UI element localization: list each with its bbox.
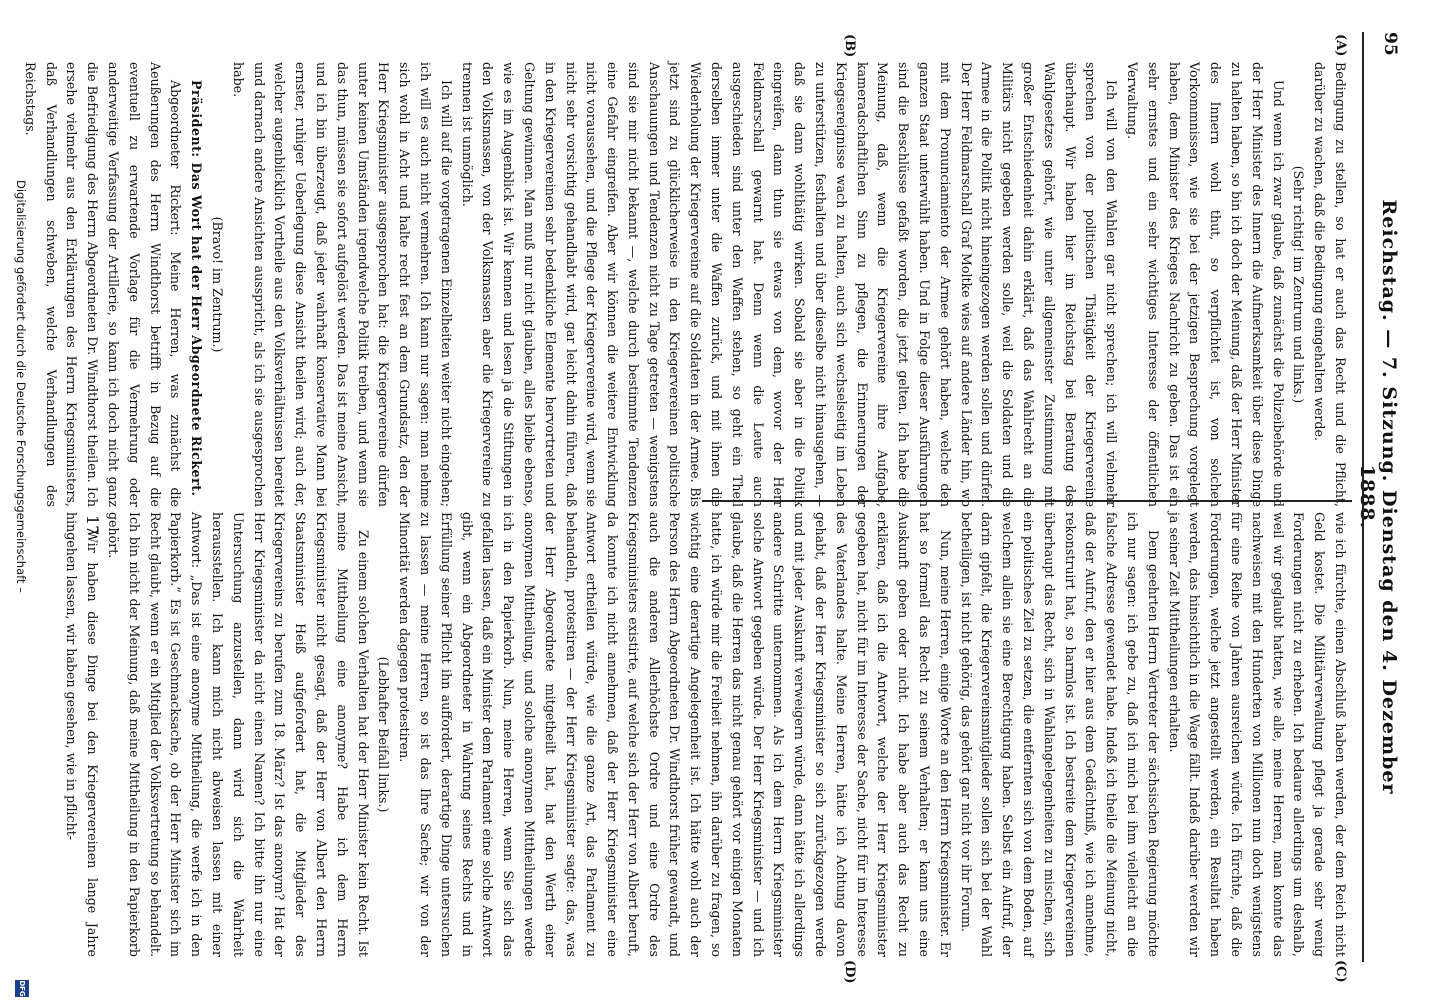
paragraph: Ich will auf die vorgetragenen Einzelheiten weiter nicht eingehen; ich will es auch nicht vermehren. Ich kann nur sagen: man nehme sich wohl in Acht und halte recht fest an dem Grundsatz, den der Herr Kriegsminister ausgesprochen hat: die Kriegervereine dürfen unter keinen Umständen irgendwelche Politik treiben, und wenn sie das thun, müssen sie sofort aufgelöst werden. Das ist meine Ansicht, und ich bin überzeugt, daß jeder wahrhaft konservative Mann bei ernster, ruhiger Ueberlegung diese Ansicht theilen wird; auch der, welcher augenblicklich Vortheile aus den Volksverhältnissen bereitet und darnach andere Ansichten ausspricht, als ich sie ausgesprochen habe. bbox=[230, 62, 454, 507]
paragraph: Wir haben diese Dinge bei den Kriegervereinen lange Jahre hingehen lassen, wir haben gesehen, wie in pflicht- bbox=[64, 512, 101, 957]
interjection: (Sehr richtig! im Zentrum und links.) bbox=[1291, 165, 1307, 404]
paragraph: Ich will von den Wahlen gar nicht sprechen; ich will vielmehr sprechen von der politischen Thätigkeit der Kriegervereine überhaupt. Wir haben hier im Reichstag bei Beratung des Wahlgesetzes gehört, wie unter allgemeinster Zustimmung mit großer Entschiedenheit dahin erklärt, daß das Wahlrecht an die Militärs nicht gegeben werden solle, weil die Soldaten und die Armee in die Politik nicht hineingezogen werden sollen und dürfen. Der Herr Feldmarschall Graf Moltke wies auf andere Länder hin, wo mit dem Pronunciamiento der Armee gehört haben, welche den ganzen Staat unterwühlt haben. Und in Folge dieser Ausführungen sind die Beschlüsse gefaßt worden, die jetzt gelten. Ich habe die Meinung, daß, wenn die Kriegervereine ihre Aufgabe, kameradschaftlichen Sinn zu pflegen, die Erinnerungen der Kriegsereignisse wach zu halten, auch sich wechselseitig im Leben zu unterstützen, festhalten und über dieselbe nicht hinausgehen, — daß sie dann wohlthätig wirken. Sobald sie aber in die Politik eingreifen, dann thun sie etwas von dem, wovor der Herr Feldmarschall gewarnt hat. Denn wenn die Leute auch ausgeschieden sind unter den Waffen stehen, so geht ein Theil derselben immer unter die Waffen zurück, und mit ihnen die Wiederholung der Kriegervereine auf die Soldaten in der Armee. Bis jetzt sind zu glücklicherweise in den Kriegervereinen politische Anschauungen und Tendenzen nicht zu Tage getreten — wenigstens sind sie mir nicht bekannt —, welche durch bestimmte Tendenzen eine Gefahr eingreifen. Aber wir können die weitere Entwicklung nicht voraussehen, und die Pflege der Kriegervereine wird, wenn sie nicht sehr vorsichtig gehandhabt wird, gar leicht dahin führen, daß in den Kriegervereinen sehr bedenkliche Elemente hervortreten und Geltung gewinnen. Man muß nur nicht glauben, alles bleibe ebenso, wie es im Augenblick ist. Wir kennen und lesen ja die Stiftungen in den Volksmassen, von der Volksmassen aber die Kriegervereine zu trennen ist unmöglich. bbox=[459, 62, 1120, 507]
paragraph: Nun, meine Herren, einige Worte an den Herrn Kriegsminister. Er hat so formell das Recht zu seinem Verhalten; er kann uns eine Auskunft geben oder nicht. Ich habe aber auch das Recht zu erklären, daß ich die Antwort, welche der Herr Kriegsminister gegeben hat, nicht für im Interesse der Sache, nicht für im Interesse des Vaterlandes halte. Meine Herren, hätte ich Achtung davon gehabt, daß der Herr Kriegsminister so sich zurückgezogen werde und mit jeder Auskunft verweigern würde, dann hätte ich allerdings andere Schritte unternommen. Als ich dem Herrn Kriegsminister solche Antwort gegeben würde. Der Herr Kriegsminister — und ich glaube, daß die Herren das nicht genau gehört vor einigen Monaten hatte, ich würde mir die Freiheit nehmen, ihn darüber zu fragen, so wichtig eine derartige Angelegenheit ist. Ich hätte wohl auch der Person des Herrn Abgeordneten Dr. Windthorst früher gewandt, und auch die anderen Allerhöchste Ordre und eine Ordre des Kriegsministers existirte, auf welche sich der Herr von Albert beruft, da konnte ich nicht annehmen, daß der Herr Kriegsminister eine Antwort ertheilen würde, wie die ganze Art, das Parlament zu behandeln, protestiren — der Herr Kriegsminister sagte: das, was der Herr Abgeordnete mitgetheilt hat, hat den Werth einer anonymen Mittheilung, und solche anonymen Mittheilungen werde ich in den Papierkorb. Nun, meine Herren, wenn Sie sich das gefallen lassen, daß ein Minister dem Parlament eine solche Antwort gibt, wenn ein Abgeordneter in Wahrung seines Rechts und in Erfüllung seiner Pflicht ihn auffordert, derartige Dinge untersuchen zu lassen — meine Herren, so ist das Ihre Sache; wir von der Minorität werden dagegen protestiren. bbox=[397, 512, 953, 957]
paragraph: Abgeordneter Rickert: Meine Herren, was zunächst die Aeußerungen des Herrn Windthorst betrifft in Bezug auf die eventuell zu erwartende Vorlage für die Vermehrung oder anderweitige Verfassung der Artillerie, so kann ich doch nicht ganz die Befriedigung des Herrn Abgeordneten Dr. Windthorst theilen. Ich ersehe vielmehr aus den Erklärungen des Herrn Kriegsministers, daß Verhandlungen schweben, welche Verhandlungen des Reichstags. bbox=[22, 62, 184, 507]
header-rule bbox=[1362, 32, 1364, 962]
interjection: (Lebhafter Beifall links.) bbox=[376, 656, 392, 813]
paragraph: wie ich fürchte, einen Abschluß haben werden, der dem Reich nicht Geld kostet. Die Militärverwaltung pflegt ja gerade sehr wenig Forderungen nicht zu erheben. Ich bedaure allerdings um deshalb, weil wir geglaubt hatten, wie alle, meine Herren, man konnte das nachweisen mit den Hunderten von Millionen nun doch wenigstens für eine Reihe von Jahren ausreichen würde. Ich fürchte, daß die Forderungen, welche jetzt angestellt werden, ein Resultat haben werden, das hinsichtlich in die Wage fällt. Indeß darüber werden wir ja seiner Zeit Mittheilungen erhalten. bbox=[1166, 512, 1348, 957]
interjection: (Bravo! im Zentrum.) bbox=[209, 216, 225, 353]
margin-marker-d: (D) bbox=[842, 960, 857, 984]
page-number: 95 bbox=[1380, 32, 1400, 56]
column-divider bbox=[702, 500, 1352, 502]
right-column bbox=[61, 512, 1350, 957]
paragraph: Bedingung zu stellen, so hat er auch das Recht und die Pflicht, darüber zu wachen, daß die Bedingung eingehalten werde. bbox=[1312, 62, 1348, 507]
paragraph: Und wenn ich zwar glaube, daß zunächst die Polizeibehörde und der Herr Minister des Innern die Aufmerksamkeit über diese Dinge zu halten haben, so bin ich doch der Meinung, daß der Herr Minister des Innern wohl thut, so verpflichtet ist, von solchen Vorkommnissen, wie sie bei der jetzigen Besprechung vorgelegt haben, dem Minister des Krieges Nachricht zu geben. Das ist ein sehr ernstes und ein sehr wichtiges Interesse der öffentlichen Verwaltung. bbox=[1125, 62, 1286, 507]
margin-marker-a: (A) bbox=[1333, 34, 1348, 57]
margin-marker-b: (B) bbox=[842, 34, 857, 58]
speaker-line: Präsident: Das Wort hat der Herr Abgeordnete Rickert. bbox=[189, 80, 205, 497]
sheet-number: 17 bbox=[83, 515, 102, 536]
dfg-logo: DFG bbox=[15, 980, 29, 997]
running-title: Reichstag. — 7. Sitzung. Dienstag den 4. Dezember 1888. bbox=[1356, 199, 1400, 795]
margin-marker-c: (C) bbox=[1333, 960, 1348, 983]
digitization-credit: Digitalisierung gefördert durch die Deutsche Forschungsgemeinschaft – bbox=[14, 180, 28, 593]
paragraph: Dem geehrten Herrn Vertreter der sächsischen Regierung möchte ich nur sagen: ich gebe zu, daß ich mich bei ihm vielleicht an die falsche Adresse gewendet habe. Indeß ich theile die Meinung nicht, daß der Aufruf, den er hier aus dem Gedächtniß, wie ich annehme, rekonstruirt hat, so harmlos ist. Ich bestreite dem Kriegervereinen überhaupt das Recht, sich in Wahlangelegenheiten zu mischen, sich ein politisches Ziel zu setzen, die entfernten sich von dem Boden, auf welchem allein sie eine Berechtigung haben. Selbst ein Aufruf, der darin gipfelt, die Kriegervereinsmitglieder sollen sich bei der Wahl betheiligen, ist nicht gehörig, das gehört gar nicht vor ihr Forum. bbox=[958, 512, 1161, 957]
page-header bbox=[1356, 32, 1412, 962]
left-column bbox=[19, 62, 1350, 507]
paragraph: Zu einem solchen Verhalten hat der Herr Minister kein Recht. Ist meine Mittheilung eine anonyme? Habe ich dem Herrn Kriegsminister nicht gesagt, daß der Herr von Albert den Herrn Staatsminister Heiß aufgefordert hat, die Mitglieder des Kriegervereins zu berufen zum 18. März? Ist das anonym? Hat der Herr Kriegsminister da nicht einen Namen? Ich bitte ihn nur eine Untersuchung anzustellen, dann wird sich die Wahrheit herausstellen. Ich kann mich nicht abweisen lassen mit einer Antwort: „Das ist eine anonyme Mittheilung, die werfe ich in den Papierkorb.“ Es ist Geschmacksache, ob der Herr Minister sich im Recht glaubt, wenn er ein Mitglied der Volksvertretung so behandelt. Ich bin nicht der Meinung, daß meine Mittheilung in den Papierkorb gehört. bbox=[105, 512, 371, 957]
